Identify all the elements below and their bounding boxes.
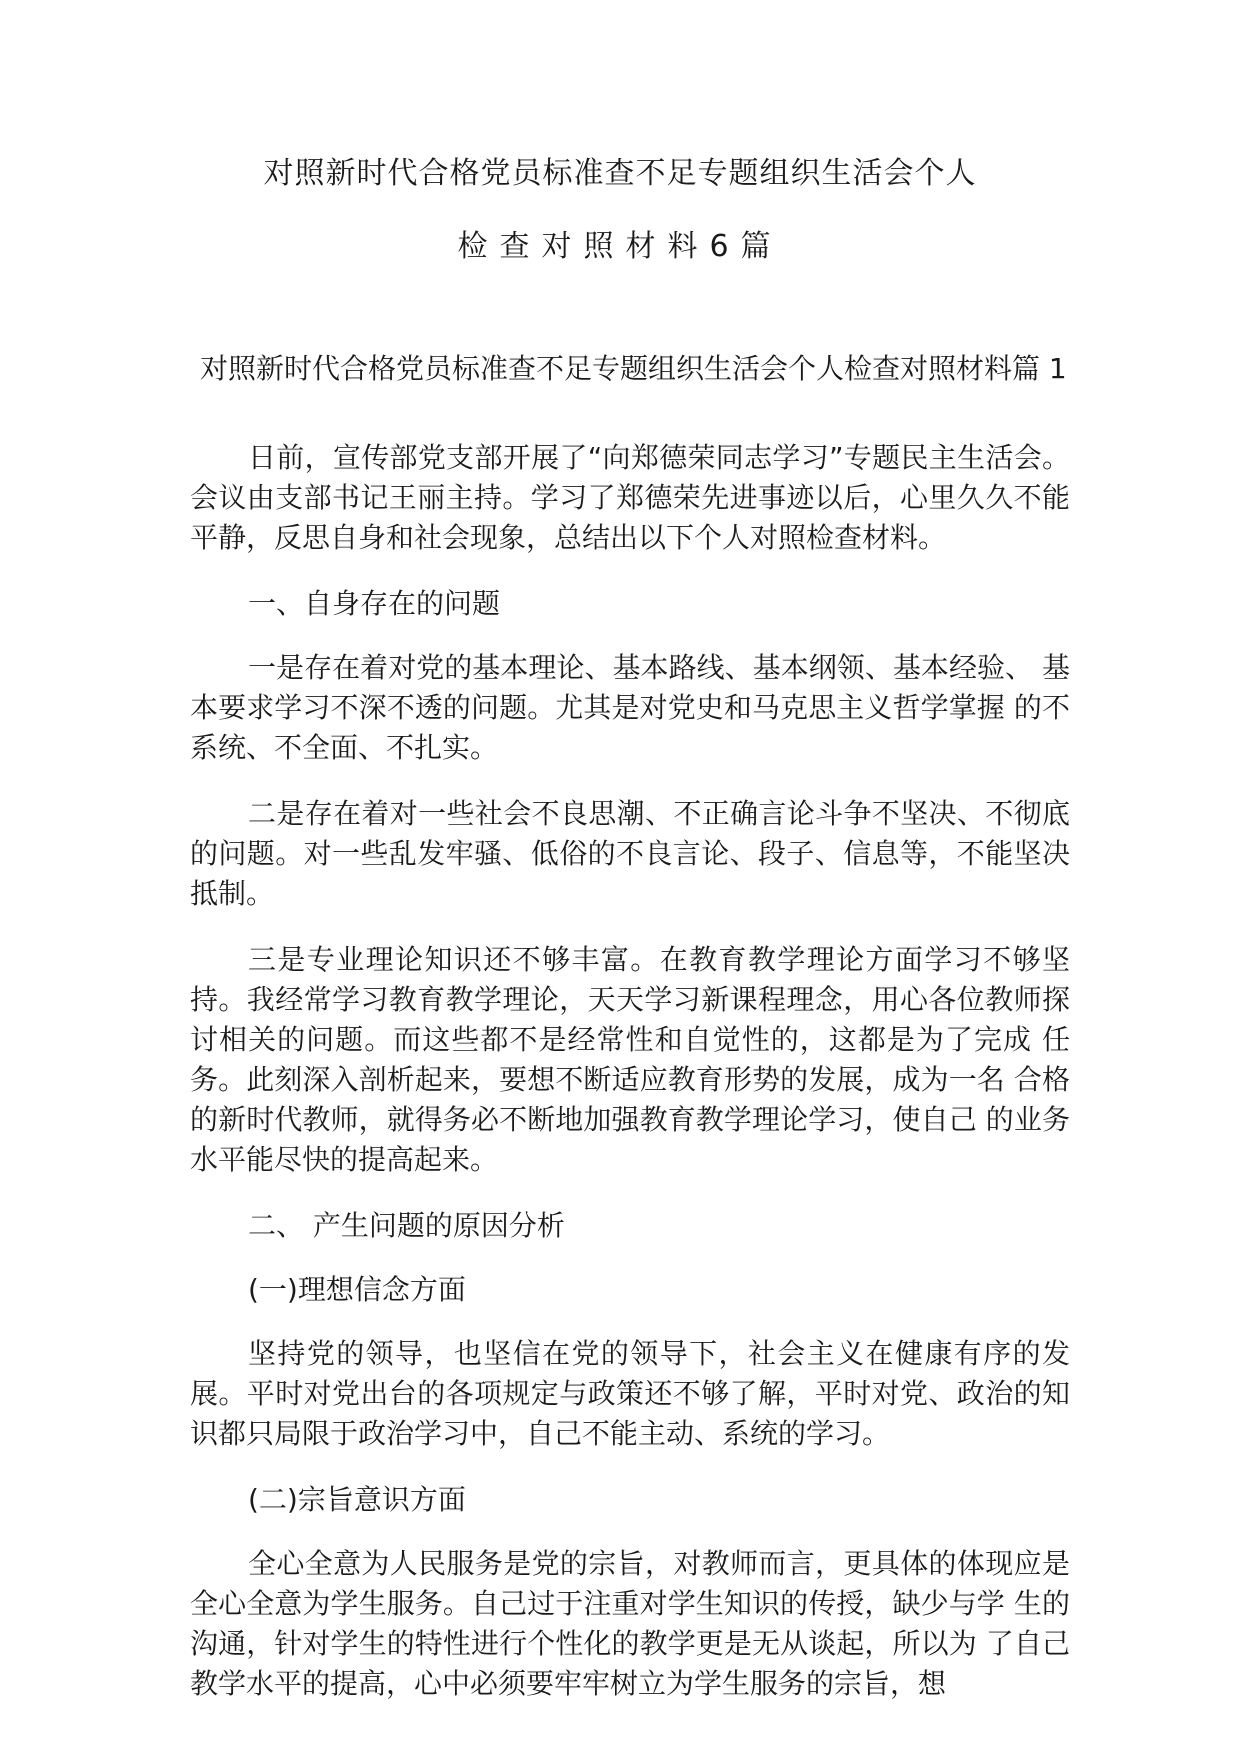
subheading: (二)宗旨意识方面 (248, 1483, 466, 1516)
body-paragraph: 三是专业理论知识还不够丰富。在教育教学理论方面学习不够坚持。我经常学习教育教学理论，天天学习新课程理念，用心各位教师探讨相关的问题。而这些都不是经常性和自觉性的，这都是为了完成 任务。此刻深入剖析起来，要想不断适应教育形势的发展，成为一名 合格的新时代教师，就得务必不断地加强教育教学理论学习，使自己 的业务水平能尽快的提高起来。 (190, 943, 1070, 1176)
body-paragraph: 一是存在着对党的基本理论、基本路线、基本纲领、基本经验、 基本要求学习不深不透的问题。尤其是对党史和马克思主义哲学掌握 的不系统、不全面、不扎实。 (190, 651, 1070, 764)
document-title-line-1: 对照新时代合格党员标准查不足专题组织生活会个人 (263, 156, 977, 191)
body-paragraph: 二是存在着对一些社会不良思潮、不正确言论斗争不坚决、不彻底的问题。对一些乱发牢骚、低俗的不良言论、段子、信息等，不能坚决抵制。 (190, 797, 1070, 910)
subheading: 二、 产生问题的原因分析 (248, 1209, 565, 1242)
body-paragraph: 全心全意为人民服务是党的宗旨，对教师而言，更具体的体现应是全心全意为学生服务。自己过于注重对学生知识的传授，缺少与学 生的沟通，针对学生的特性进行个性化的教学更是无从谈起，所以为 了自己教学水平的提高，心中必须要牢牢树立为学生服务的宗旨，想 (190, 1547, 1070, 1700)
document-body (190, 438, 1070, 1730)
body-paragraph: 日前，宣传部党支部开展了“向郑德荣同志学习”专题民主生活会。会议由支部书记王丽主持。学习了郑德荣先进事迹以后，心里久久不能平静，反思自身和社会现象，总结出以下个人对照检查材料。 (190, 441, 1070, 554)
body-paragraph: 坚持党的领导，也坚信在党的领导下，社会主义在健康有序的发展。平时对党出台的各项规定与政策还不够了解，平时对党、政治的知识都只局限于政治学习中，自己不能主动、系统的学习。 (190, 1337, 1070, 1450)
document-title-line-2: 检查对照材料6篇 (457, 229, 783, 264)
subheading: (一)理想信念方面 (248, 1273, 466, 1306)
section-heading: 对照新时代合格党员标准查不足专题组织生活会个人检查对照材料篇 1 (200, 352, 1067, 385)
subheading: 一、自身存在的问题 (248, 587, 501, 620)
